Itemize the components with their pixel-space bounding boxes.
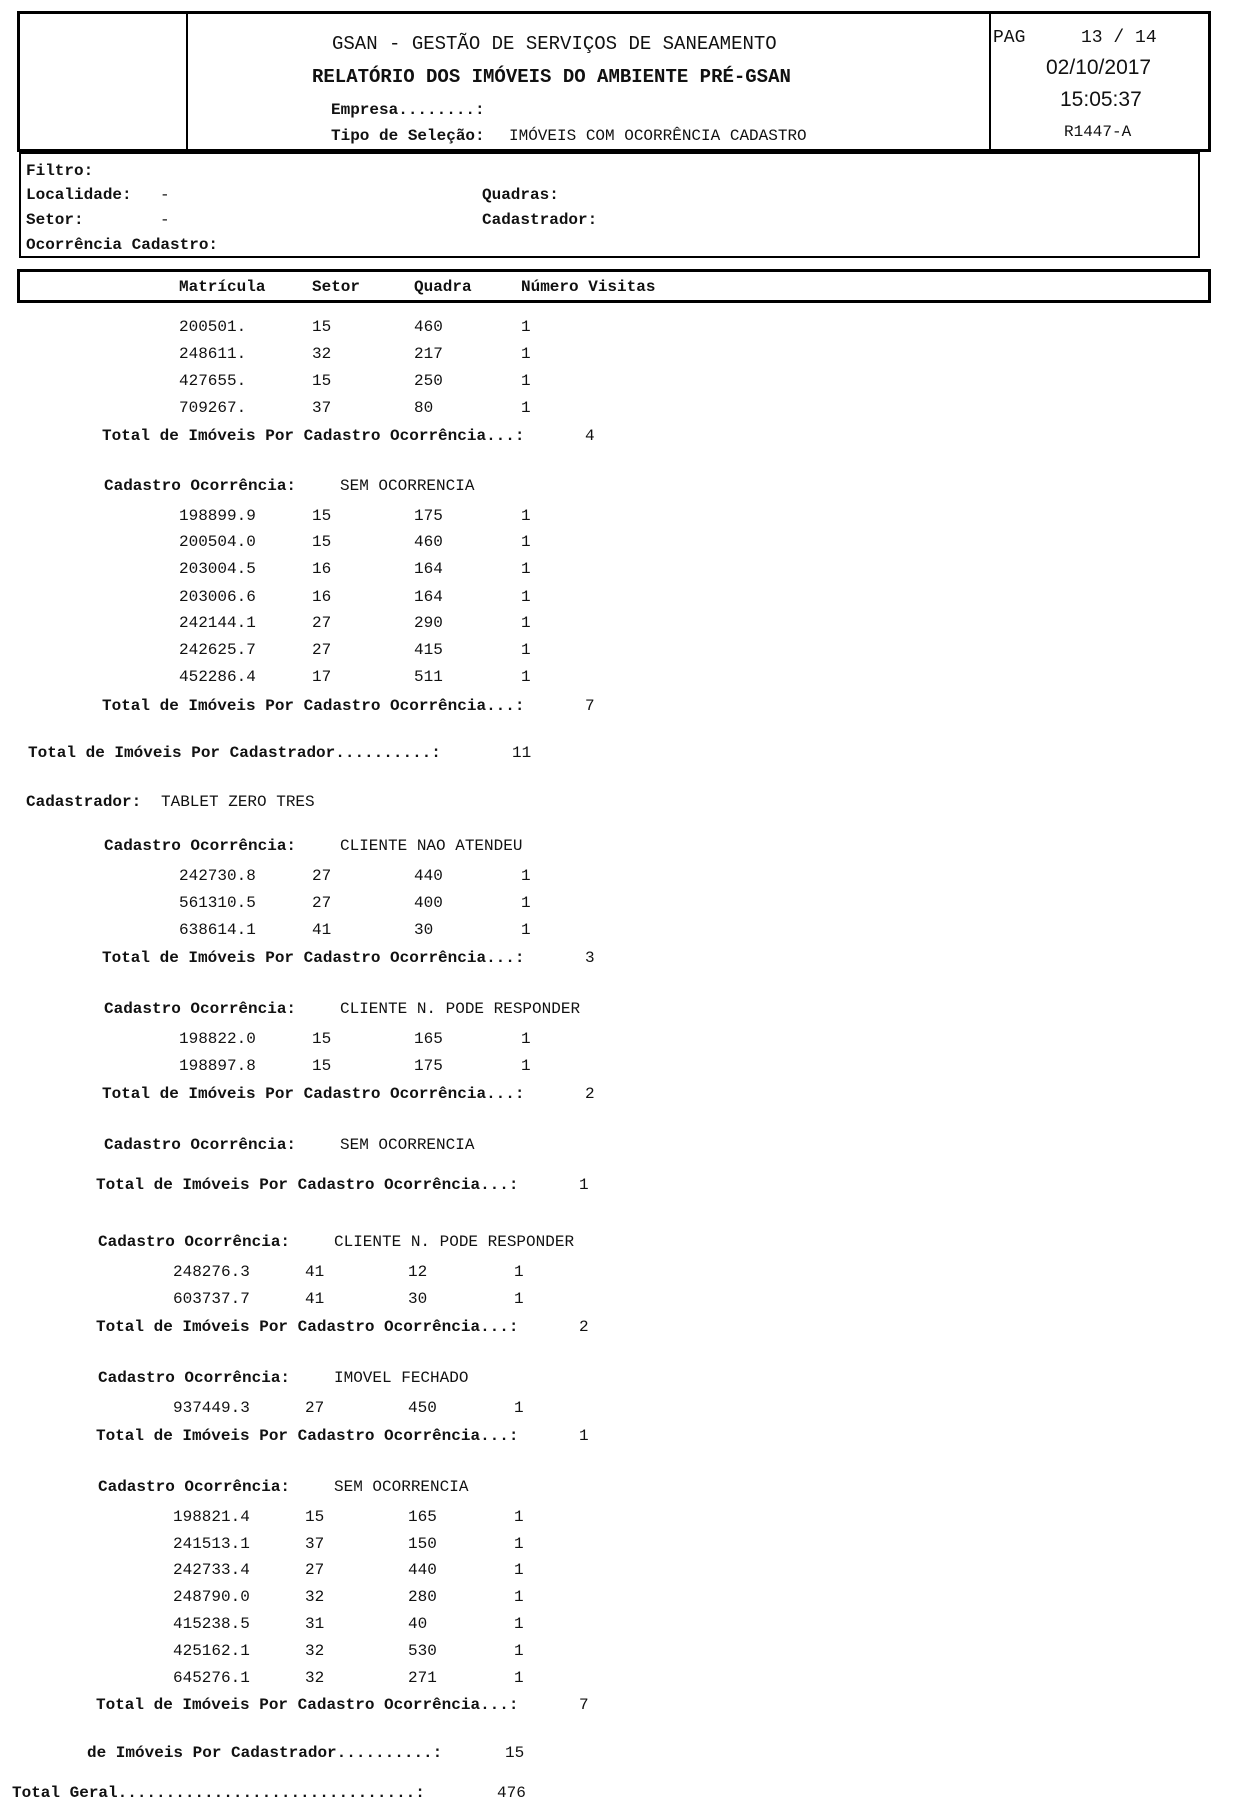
localidade-value: - — [160, 186, 170, 204]
report-title: RELATÓRIO DOS IMÓVEIS DO AMBIENTE PRÉ-GSAN — [312, 66, 791, 88]
visitas-cell: 1 — [521, 1057, 531, 1075]
cadastrador-total-value: 11 — [512, 744, 532, 762]
visitas-cell: 1 — [514, 1535, 524, 1553]
matricula-cell: 203006.6 — [179, 588, 256, 606]
quadra-cell: 165 — [408, 1508, 437, 1526]
report-date: 02/10/2017 — [1046, 56, 1152, 79]
setor-cell: 41 — [305, 1263, 325, 1281]
matricula-cell: 248276.3 — [173, 1263, 250, 1281]
table-row — [0, 1561, 1252, 1579]
total-geral-label: Total Geral...............................: — [12, 1784, 425, 1802]
quadra-cell: 30 — [408, 1290, 428, 1308]
table-row — [0, 867, 1252, 885]
setor-cell: 15 — [312, 372, 332, 390]
quadra-cell: 440 — [408, 1561, 437, 1579]
matricula-cell: 561310.5 — [179, 894, 256, 912]
cadastrador-total-label: Total de Imóveis Por Cadastrador..........: — [28, 744, 441, 762]
ocorrencia-total-label: Total de Imóveis Por Cadastro Ocorrência...: — [102, 427, 525, 445]
ocorrencia-value: CLIENTE NAO ATENDEU — [340, 837, 523, 855]
setor-cell: 41 — [312, 921, 332, 939]
page-number — [1081, 29, 1157, 47]
matricula-cell: 242733.4 — [173, 1561, 250, 1579]
quadra-cell: 250 — [414, 372, 443, 390]
visitas-cell: 1 — [514, 1669, 524, 1687]
visitas-cell: 1 — [514, 1615, 524, 1633]
empresa-label: Empresa........: — [331, 101, 485, 119]
setor-cell: 27 — [305, 1561, 325, 1579]
ocorrencia-total-value: 7 — [579, 1696, 589, 1714]
matricula-cell: 645276.1 — [173, 1669, 250, 1687]
ocorrencia-total-value: 7 — [585, 697, 595, 715]
visitas-cell: 1 — [514, 1508, 524, 1526]
matricula-cell: 415238.5 — [173, 1615, 250, 1633]
table-row — [0, 533, 1252, 551]
matricula-cell: 427655. — [179, 372, 247, 390]
quadra-cell: 530 — [408, 1642, 437, 1660]
quadra-cell: 175 — [414, 1057, 443, 1075]
setor-cell: 32 — [305, 1588, 325, 1606]
quadras-label: Quadras: — [482, 186, 559, 204]
setor-cell: 27 — [312, 867, 332, 885]
quadra-cell: 12 — [408, 1263, 428, 1281]
visitas-cell: 1 — [521, 867, 531, 885]
quadra-cell: 217 — [414, 345, 443, 363]
quadra-cell: 40 — [408, 1615, 428, 1633]
ocorrencia-label: Cadastro Ocorrência: — [104, 477, 297, 495]
setor-cell: 32 — [312, 345, 332, 363]
setor-cell: 27 — [312, 894, 332, 912]
localidade-label: Localidade: — [26, 186, 132, 204]
ocorrencia-value: SEM OCORRENCIA — [334, 1478, 469, 1496]
visitas-cell: 1 — [521, 614, 531, 632]
table-row — [0, 1030, 1252, 1048]
total-geral-value: 476 — [497, 1784, 526, 1802]
ocorrencia-total-label: Total de Imóveis Por Cadastro Ocorrência...: — [96, 1427, 519, 1445]
setor-cell: 32 — [305, 1642, 325, 1660]
column-matricula: Matrícula — [179, 278, 266, 296]
quadra-cell: 280 — [408, 1588, 437, 1606]
ocorrencia-total-label: Total de Imóveis Por Cadastro Ocorrência...: — [102, 949, 525, 967]
visitas-cell: 1 — [514, 1588, 524, 1606]
visitas-cell: 1 — [514, 1263, 524, 1281]
setor-cell: 37 — [312, 399, 332, 417]
quadra-cell: 30 — [414, 921, 434, 939]
quadra-cell: 175 — [414, 507, 443, 525]
setor-cell: 15 — [312, 318, 332, 336]
visitas-cell: 1 — [521, 507, 531, 525]
header-divider-right — [989, 11, 991, 152]
visitas-cell: 1 — [521, 641, 531, 659]
setor-label: Setor: — [26, 211, 84, 229]
ocorrencia-value: CLIENTE N. PODE RESPONDER — [334, 1233, 575, 1251]
table-row — [0, 1508, 1252, 1526]
table-row — [0, 894, 1252, 912]
setor-cell: 16 — [312, 560, 332, 578]
matricula-cell: 937449.3 — [173, 1399, 250, 1417]
visitas-cell: 1 — [521, 533, 531, 551]
ocorrencia-value: SEM OCORRENCIA — [340, 477, 475, 495]
table-row — [0, 1290, 1252, 1308]
quadra-cell: 164 — [414, 588, 443, 606]
matricula-cell: 198822.0 — [179, 1030, 256, 1048]
setor-cell: 16 — [312, 588, 332, 606]
visitas-cell: 1 — [521, 560, 531, 578]
matricula-cell: 200501. — [179, 318, 247, 336]
table-row — [0, 1588, 1252, 1606]
matricula-cell: 452286.4 — [179, 668, 256, 686]
visitas-cell: 1 — [514, 1399, 524, 1417]
ocorrencia-cadastro-label: Ocorrência Cadastro: — [26, 236, 219, 254]
matricula-cell: 638614.1 — [179, 921, 256, 939]
column-setor: Setor — [312, 278, 361, 296]
table-row — [0, 1615, 1252, 1633]
report-time: 15:05:37 — [1060, 88, 1142, 111]
cadastrador-label: Cadastrador: — [26, 793, 142, 811]
visitas-cell: 1 — [521, 921, 531, 939]
setor-cell: 27 — [312, 641, 332, 659]
ocorrencia-total-value: 3 — [585, 949, 595, 967]
table-row — [0, 1057, 1252, 1075]
matricula-cell: 242730.8 — [179, 867, 256, 885]
column-quadra: Quadra — [414, 278, 472, 296]
setor-cell: 15 — [312, 1030, 332, 1048]
tipo-selecao-label: Tipo de Seleção: — [331, 127, 485, 145]
table-row — [0, 1263, 1252, 1281]
setor-cell: 31 — [305, 1615, 325, 1633]
table-row — [0, 1399, 1252, 1417]
quadra-cell: 165 — [414, 1030, 443, 1048]
tipo-selecao-value: IMÓVEIS COM OCORRÊNCIA CADASTRO — [509, 127, 807, 145]
visitas-cell: 1 — [521, 588, 531, 606]
table-row — [0, 1535, 1252, 1553]
setor-cell: 15 — [312, 533, 332, 551]
page-separator: / — [1113, 28, 1125, 48]
matricula-cell: 198821.4 — [173, 1508, 250, 1526]
table-row — [0, 345, 1252, 363]
visitas-cell: 1 — [514, 1561, 524, 1579]
table-row — [0, 668, 1252, 686]
report-system-name: GSAN - GESTÃO DE SERVIÇOS DE SANEAMENTO — [332, 33, 777, 55]
setor-cell: 37 — [305, 1535, 325, 1553]
ocorrencia-value: SEM OCORRENCIA — [340, 1136, 475, 1154]
ocorrencia-total-value: 2 — [585, 1085, 595, 1103]
table-row — [0, 614, 1252, 632]
ocorrencia-label: Cadastro Ocorrência: — [104, 1136, 297, 1154]
visitas-cell: 1 — [514, 1642, 524, 1660]
ocorrencia-label: Cadastro Ocorrência: — [104, 837, 297, 855]
quadra-cell: 80 — [414, 399, 434, 417]
ocorrencia-value: CLIENTE N. PODE RESPONDER — [340, 1000, 581, 1018]
matricula-cell: 248611. — [179, 345, 247, 363]
table-row — [0, 399, 1252, 417]
cadastrador-filter-label: Cadastrador: — [482, 211, 598, 229]
visitas-cell: 1 — [521, 318, 531, 336]
ocorrencia-total-value: 1 — [579, 1176, 589, 1194]
ocorrencia-total-label: Total de Imóveis Por Cadastro Ocorrência...: — [96, 1318, 519, 1336]
matricula-cell: 242625.7 — [179, 641, 256, 659]
ocorrencia-value: IMOVEL FECHADO — [334, 1369, 469, 1387]
setor-cell: 32 — [305, 1669, 325, 1687]
quadra-cell: 415 — [414, 641, 443, 659]
matricula-cell: 709267. — [179, 399, 247, 417]
setor-cell: 41 — [305, 1290, 325, 1308]
ocorrencia-label: Cadastro Ocorrência: — [98, 1369, 291, 1387]
visitas-cell: 1 — [514, 1290, 524, 1308]
quadra-cell: 164 — [414, 560, 443, 578]
ocorrencia-label: Cadastro Ocorrência: — [98, 1478, 291, 1496]
matricula-cell: 603737.7 — [173, 1290, 250, 1308]
matricula-cell: 200504.0 — [179, 533, 256, 551]
table-row — [0, 372, 1252, 390]
setor-cell: 17 — [312, 668, 332, 686]
table-row — [0, 1669, 1252, 1687]
quadra-cell: 460 — [414, 318, 443, 336]
matricula-cell: 198897.8 — [179, 1057, 256, 1075]
table-row — [0, 921, 1252, 939]
cadastrador-value: TABLET ZERO TRES — [161, 793, 315, 811]
ocorrencia-label: Cadastro Ocorrência: — [98, 1233, 291, 1251]
quadra-cell: 150 — [408, 1535, 437, 1553]
header-divider-left — [186, 11, 188, 152]
visitas-cell: 1 — [521, 894, 531, 912]
table-row — [0, 588, 1252, 606]
setor-cell: 27 — [305, 1399, 325, 1417]
quadra-cell: 460 — [414, 533, 443, 551]
ocorrencia-label: Cadastro Ocorrência: — [104, 1000, 297, 1018]
cadastrador-total-label: de Imóveis Por Cadastrador..........: — [87, 1744, 443, 1762]
table-row — [0, 560, 1252, 578]
setor-cell: 15 — [312, 1057, 332, 1075]
visitas-cell: 1 — [521, 345, 531, 363]
setor-cell: 15 — [305, 1508, 325, 1526]
table-row — [0, 641, 1252, 659]
visitas-cell: 1 — [521, 668, 531, 686]
page-current: 13 — [1081, 28, 1103, 48]
ocorrencia-total-label: Total de Imóveis Por Cadastro Ocorrência...: — [102, 1085, 525, 1103]
matricula-cell: 248790.0 — [173, 1588, 250, 1606]
ocorrencia-total-label: Total de Imóveis Por Cadastro Ocorrência...: — [96, 1176, 519, 1194]
ocorrencia-total-value: 4 — [585, 427, 595, 445]
quadra-cell: 271 — [408, 1669, 437, 1687]
cadastrador-total-value: 15 — [505, 1744, 525, 1762]
setor-cell: 27 — [312, 614, 332, 632]
quadra-cell: 450 — [408, 1399, 437, 1417]
quadra-cell: 290 — [414, 614, 443, 632]
ocorrencia-total-value: 1 — [579, 1427, 589, 1445]
quadra-cell: 400 — [414, 894, 443, 912]
visitas-cell: 1 — [521, 399, 531, 417]
table-row — [0, 1642, 1252, 1660]
setor-cell: 15 — [312, 507, 332, 525]
table-row — [0, 507, 1252, 525]
filter-title: Filtro: — [26, 162, 94, 180]
quadra-cell: 511 — [414, 668, 443, 686]
report-code: R1447-A — [1064, 123, 1132, 141]
table-row — [0, 318, 1252, 336]
page-label: PAG — [993, 28, 1026, 48]
ocorrencia-total-label: Total de Imóveis Por Cadastro Ocorrência...: — [102, 697, 525, 715]
matricula-cell: 425162.1 — [173, 1642, 250, 1660]
ocorrencia-total-label: Total de Imóveis Por Cadastro Ocorrência...: — [96, 1696, 519, 1714]
matricula-cell: 203004.5 — [179, 560, 256, 578]
page-total: 14 — [1135, 28, 1157, 48]
visitas-cell: 1 — [521, 372, 531, 390]
matricula-cell: 242144.1 — [179, 614, 256, 632]
matricula-cell: 198899.9 — [179, 507, 256, 525]
visitas-cell: 1 — [521, 1030, 531, 1048]
matricula-cell: 241513.1 — [173, 1535, 250, 1553]
quadra-cell: 440 — [414, 867, 443, 885]
column-numero-visitas: Número Visitas — [521, 278, 656, 296]
ocorrencia-total-value: 2 — [579, 1318, 589, 1336]
setor-value: - — [160, 211, 170, 229]
